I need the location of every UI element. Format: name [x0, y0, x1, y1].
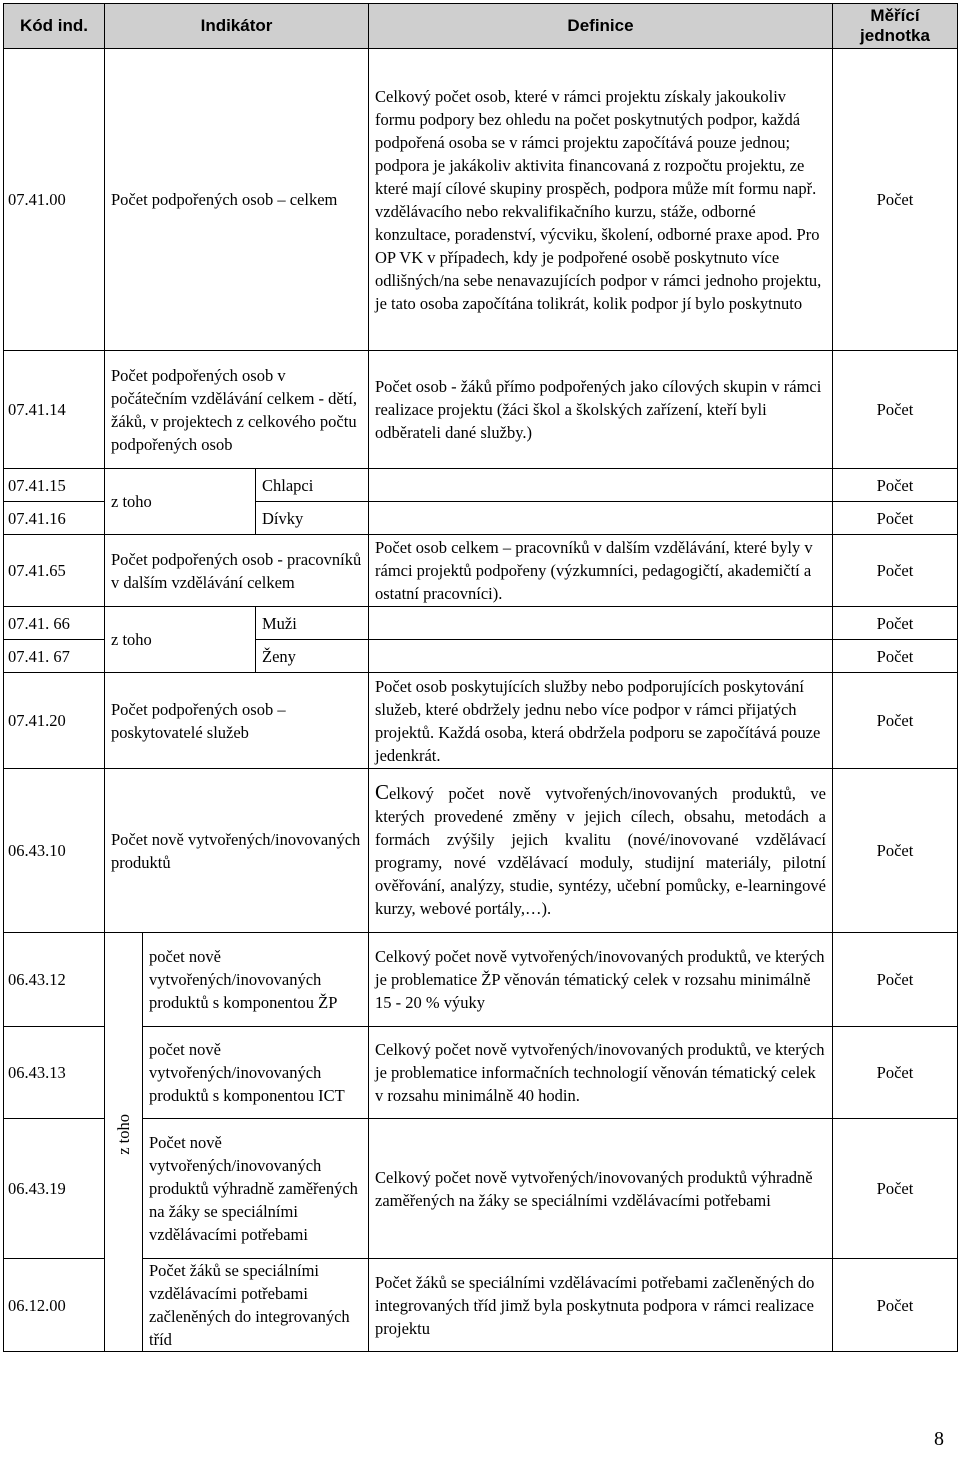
row-code: 07.41.65	[4, 535, 105, 607]
table-row	[4, 769, 958, 933]
table-row	[4, 351, 958, 469]
table-row	[4, 607, 958, 640]
z-toho-label: z toho	[105, 607, 256, 673]
row-code: 07.41.00	[4, 49, 105, 351]
header-jednotka-line2: jednotka	[860, 26, 930, 45]
row-indicator: Počet nově vytvořených/inovovaných produktů výhradně zaměřených na žáky se speciálními vzdělávacími potřebami	[143, 1119, 369, 1259]
row-subindicator: Dívky	[256, 502, 369, 535]
row-code: 06.43.10	[4, 769, 105, 933]
row-indicator: počet nově vytvořených/inovovaných produktů s komponentou ICT	[143, 1027, 369, 1119]
row-definition-empty	[369, 469, 833, 502]
table-row	[4, 933, 958, 1027]
table-header-row	[4, 4, 958, 49]
row-unit: Počet	[833, 535, 958, 607]
row-definition: Počet žáků se speciálními vzdělávacími potřebami začleněných do integrovaných tříd jimž byla poskytnuta podpora v rámci realizace projektu	[369, 1259, 833, 1352]
row-unit: Počet	[833, 607, 958, 640]
row-unit: Počet	[833, 640, 958, 673]
row-code: 07.41. 67	[4, 640, 105, 673]
row-unit: Počet	[833, 502, 958, 535]
row-unit: Počet	[833, 673, 958, 769]
indicator-table	[3, 3, 958, 1352]
row-code: 06.43.12	[4, 933, 105, 1027]
row-code: 07.41.14	[4, 351, 105, 469]
row-unit: Počet	[833, 769, 958, 933]
row-definition: Počet osob - žáků přímo podpořených jako cílových skupin v rámci realizace projektu (žáci škol a školských zařízení, kteří byli odběrateli dané služby.)	[369, 351, 833, 469]
definition-text: elkový počet nově vytvořených/inovovaných produktů, ve kterých provedené změny v jejich cílech, obsahu, metodách a formách zvýšily jejich kvalitu (nové/inovované vzdělávací programy, nové vzdělávací moduly, studijní materiály, pilotní ověřování, analýzy, studie, syntézy, učební pomůcky, e-learningové kurzy, webové portály,…).	[375, 784, 826, 918]
row-subindicator: Muži	[256, 607, 369, 640]
z-toho-vertical-cell	[105, 933, 143, 1352]
row-unit: Počet	[833, 469, 958, 502]
row-definition: Celkový počet osob, které v rámci projektu získaly jakoukoliv formu podpory bez ohledu na počet poskytnutých podpor, každá podpořená osoba se v rámci projektu započítává pouze jednou; podpora je jakákoliv aktivita financovaná z rozpočtu projektu, ze které mají cílové skupiny prospěch, podpora může mít formu např. vzdělávacího nebo rekvalifikačního kurzu, stáže, odborné konzultace, poradenství, výcviku, školení, odborné praxe apod. Pro OP VK v případech, kdy je podpořené osobě poskytnuto více odlišných/na sebe nenavazujících podpor v rámci jednoho projektu, je tato osoba započítána tolikrát, kolik podpor jí bylo poskytnuto	[369, 49, 833, 351]
table-row	[4, 673, 958, 769]
header-indikator: Indikátor	[105, 4, 369, 49]
z-toho-label: z toho	[105, 469, 256, 535]
row-code: 07.41.16	[4, 502, 105, 535]
row-subindicator: Chlapci	[256, 469, 369, 502]
table-row	[4, 535, 958, 607]
table-row	[4, 1259, 958, 1352]
row-definition: Celkový počet nově vytvořených/inovovaných produktů výhradně zaměřených na žáky se speciálními vzdělávacími potřebami	[369, 1119, 833, 1259]
table-row	[4, 1119, 958, 1259]
row-unit: Počet	[833, 351, 958, 469]
row-code: 07.41. 66	[4, 607, 105, 640]
row-unit: Počet	[833, 1259, 958, 1352]
row-indicator: Počet podpořených osob - pracovníků v dalším vzdělávání celkem	[105, 535, 369, 607]
header-kod: Kód ind.	[4, 4, 105, 49]
row-definition: Počet osob poskytujících služby nebo podporujících poskytování služeb, které obdržely jednu nebo více podpor v rámci přijatých projektů. Každá osoba, která obdržela podporu se započítává pouze jedenkrát.	[369, 673, 833, 769]
row-code: 06.12.00	[4, 1259, 105, 1352]
row-definition: Počet osob celkem – pracovníků v dalším vzdělávání, které byly v rámci projektů podpořeny (výzkumníci, pedagogičtí, akademičtí a ostatní pracovníci).	[369, 535, 833, 607]
page-number: 8	[934, 1428, 944, 1450]
row-definition-empty	[369, 607, 833, 640]
row-indicator: Počet podpořených osob – poskytovatelé služeb	[105, 673, 369, 769]
row-definition: Celkový počet nově vytvořených/inovovaných produktů, ve kterých je problematice ŽP věnován tématický celek v rozsahu minimálně 15 - 20 % výuky	[369, 933, 833, 1027]
row-indicator: počet nově vytvořených/inovovaných produktů s komponentou ŽP	[143, 933, 369, 1027]
table-row	[4, 469, 958, 502]
row-indicator: Počet žáků se speciálními vzdělávacími potřebami začleněných do integrovaných tříd	[143, 1259, 369, 1352]
row-indicator: Počet podpořených osob v počátečním vzdělávání celkem - dětí, žáků, v projektech z celkového počtu podpořených osob	[105, 351, 369, 469]
table-row	[4, 49, 958, 351]
definition-first-letter: C	[375, 780, 390, 804]
row-indicator: Počet nově vytvořených/inovovaných produktů	[105, 769, 369, 933]
row-code: 07.41.20	[4, 673, 105, 769]
table-row	[4, 1027, 958, 1119]
header-jednotka	[833, 4, 958, 49]
row-unit: Počet	[833, 1027, 958, 1119]
row-code: 07.41.15	[4, 469, 105, 502]
row-code: 06.43.19	[4, 1119, 105, 1259]
row-unit: Počet	[833, 49, 958, 351]
row-definition-empty	[369, 502, 833, 535]
z-toho-vertical-label: z toho	[114, 1114, 133, 1155]
row-definition: Celkový počet nově vytvořených/inovovaných produktů, ve kterých je problematice informačních technologií věnován tématický celek v rozsahu minimálně 40 hodin.	[369, 1027, 833, 1119]
row-definition-empty	[369, 640, 833, 673]
row-code: 06.43.13	[4, 1027, 105, 1119]
header-definice: Definice	[369, 4, 833, 49]
row-unit: Počet	[833, 1119, 958, 1259]
header-jednotka-line1: Měřící	[870, 6, 920, 25]
row-subindicator: Ženy	[256, 640, 369, 673]
row-definition	[369, 769, 833, 933]
row-unit: Počet	[833, 933, 958, 1027]
row-indicator: Počet podpořených osob – celkem	[105, 49, 369, 351]
